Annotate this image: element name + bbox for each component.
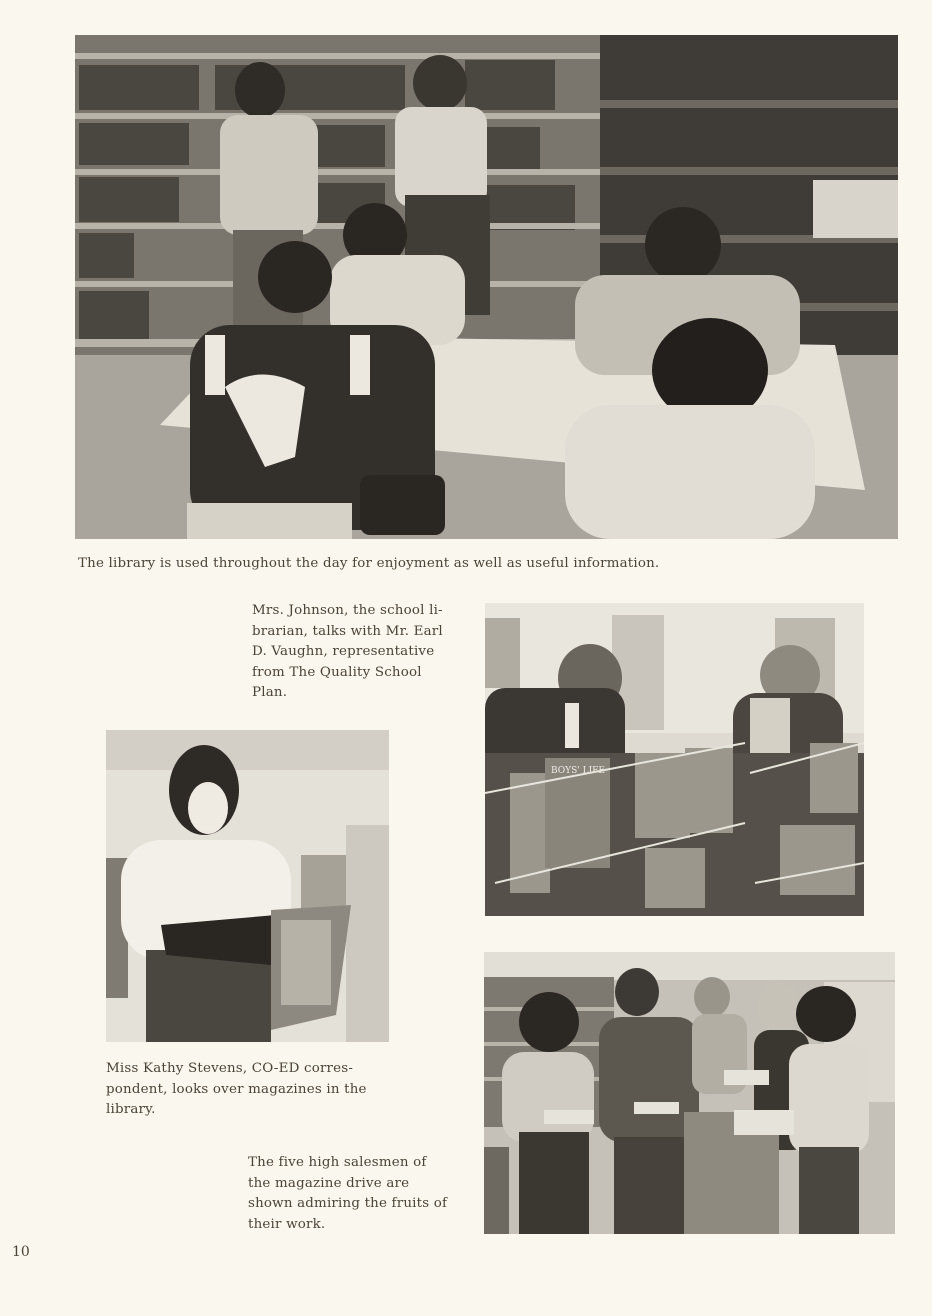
caption-line: from The Quality School <box>252 664 422 680</box>
caption-line: The five high salesmen of <box>248 1155 427 1170</box>
kathy-caption <box>106 1059 367 1121</box>
page-number: 10 <box>12 1244 30 1260</box>
library-caption: The library is used throughout the day for enjoyment as well as useful information. <box>78 556 660 571</box>
caption-line: brarian, talks with Mr. Earl <box>252 623 443 639</box>
librarian-caption <box>252 601 443 704</box>
salesmen-caption <box>248 1153 447 1235</box>
rack-magazine-title: BOYS' LIFE <box>551 766 605 776</box>
library-table-photo <box>75 35 898 539</box>
caption-line: Plan. <box>252 685 288 700</box>
caption-line: the magazine drive are <box>248 1175 410 1191</box>
caption-line: Miss Kathy Stevens, CO-ED corres- <box>106 1061 354 1076</box>
caption-line: library. <box>106 1102 156 1117</box>
caption-line: their work. <box>248 1216 326 1232</box>
librarian-photo <box>485 603 864 916</box>
caption-line: D. Vaughn, representative <box>252 644 435 659</box>
salesmen-photo <box>484 952 895 1234</box>
caption-line: Mrs. Johnson, the school li- <box>252 603 443 618</box>
kathy-stevens-photo <box>106 730 389 1042</box>
caption-line: shown admiring the fruits of <box>248 1196 448 1211</box>
caption-line: pondent, looks over magazines in the <box>106 1081 367 1097</box>
